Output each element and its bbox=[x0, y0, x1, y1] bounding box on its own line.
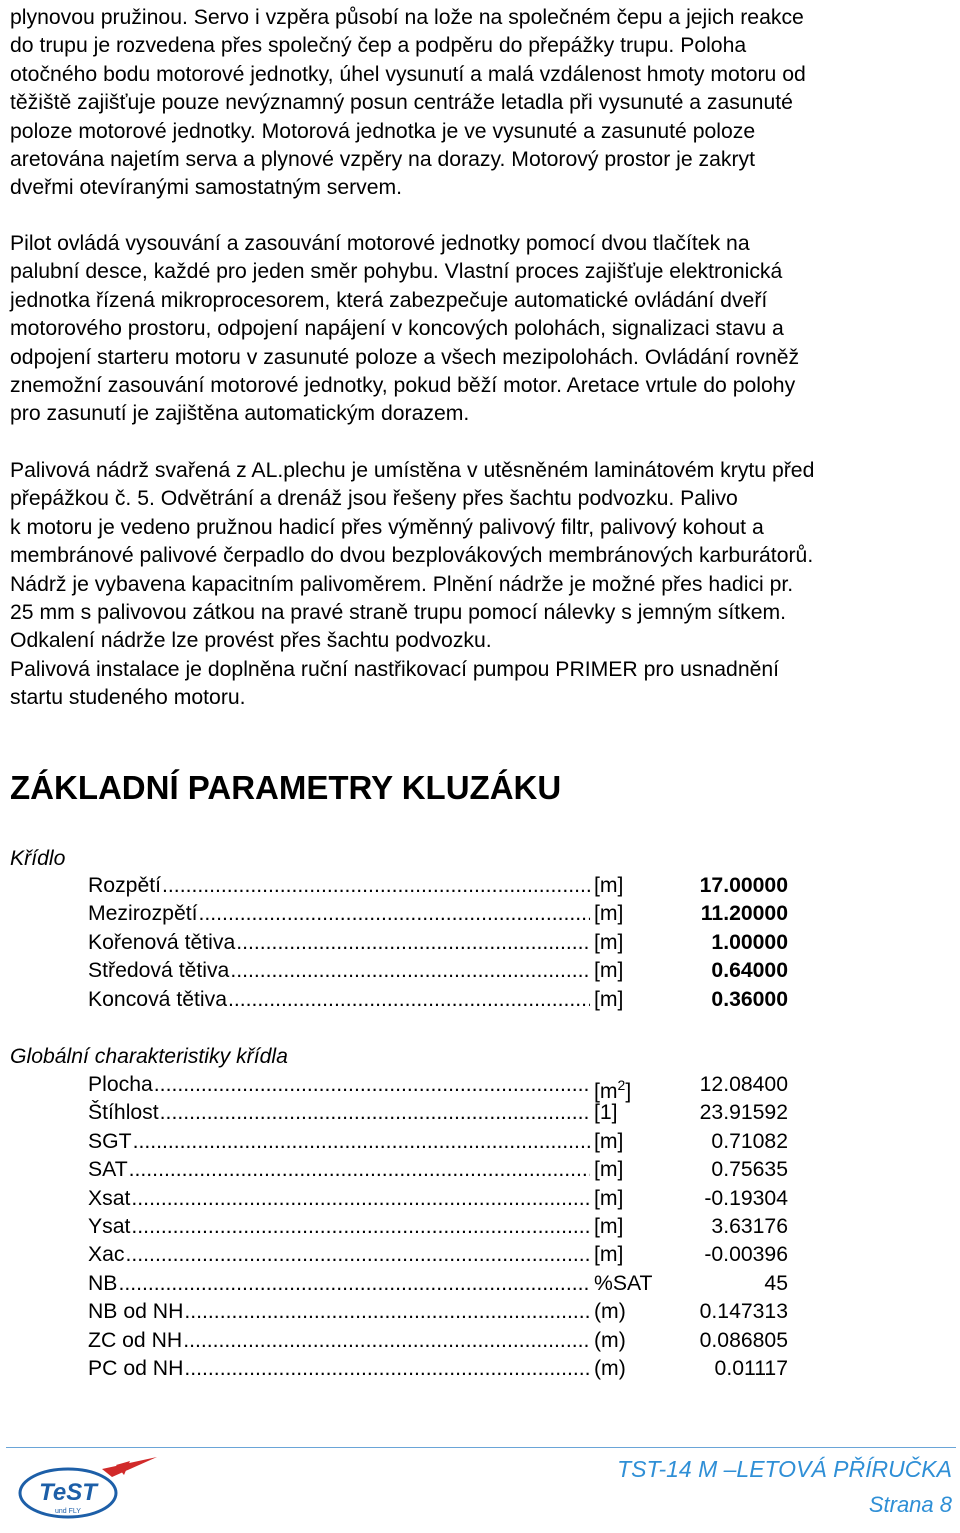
row-label bbox=[88, 1156, 590, 1184]
text-line: 25 mm s palivovou zátkou na pravé straně trupu pomocí nálevky s jemným sítkem. bbox=[10, 601, 787, 625]
table-row bbox=[88, 1099, 808, 1127]
param-name: Plocha bbox=[88, 1073, 153, 1096]
table-row bbox=[88, 1071, 808, 1104]
table-row bbox=[88, 1298, 808, 1326]
param-name: Mezirozpětí bbox=[88, 902, 198, 926]
param-name: Xsat bbox=[88, 1186, 131, 1210]
text-line: jednotka řízená mikroprocesorem, která zabezpečuje automatické ovládání dveří bbox=[10, 288, 768, 312]
row-label bbox=[88, 1185, 590, 1213]
text-line: aretována najetím serva a plynové vzpěry na dorazy. Motorový prostor je zakryt bbox=[10, 148, 756, 172]
param-unit: [m] bbox=[594, 902, 624, 926]
text-line: palubní desce, každé pro jeden směr pohybu. Vlastní proces zajišťuje elektronická bbox=[10, 260, 783, 284]
text-line: Palivová nádrž svařená z AL.plechu je umístěna v utěsněném laminátovém krytu před bbox=[10, 459, 815, 482]
unit-text: [m bbox=[594, 1080, 618, 1104]
param-value: 0.75635 bbox=[711, 1158, 788, 1182]
param-value: 0.64000 bbox=[711, 959, 788, 983]
paragraph-3 bbox=[10, 457, 955, 713]
table-row bbox=[88, 1270, 808, 1298]
text-line: do trupu je rozvedena přes společný čep a podpěru do přepážky trupu. Poloha bbox=[10, 34, 747, 58]
table-row bbox=[88, 900, 808, 928]
text-line: Odkalení nádrže lze provést přes šachtu podvozku. bbox=[10, 629, 492, 653]
logo-text: TeST bbox=[39, 1479, 97, 1506]
param-unit: [m] bbox=[594, 874, 624, 897]
param-name: Štíhlost bbox=[88, 1101, 159, 1125]
text-line: motorového prostoru, odpojení napájení v koncových polohách, signalizaci stavu a bbox=[10, 317, 784, 341]
text-line: plynovou pružinou. Servo i vzpěra působí na lože na společném čepu a jejich reakce bbox=[10, 6, 804, 29]
text-line: membránové palivové čerpadlo do dvou bezplovákových membránových karburátorů. bbox=[10, 544, 814, 568]
table-row bbox=[88, 929, 808, 957]
param-value: 0.71082 bbox=[711, 1129, 788, 1153]
paragraph-1 bbox=[10, 4, 955, 203]
text-line: odpojení starteru motoru v zasunuté poloze a všech mezipolohách. Ovládání rovněž bbox=[10, 345, 800, 369]
param-value: -0.19304 bbox=[704, 1186, 788, 1210]
table-row bbox=[88, 1156, 808, 1184]
footer-title: TST-14 M –LETOVÁ PŘÍRUČKA bbox=[617, 1456, 952, 1482]
row-label bbox=[88, 1099, 590, 1127]
text-line: dveřmi otevíranými samostatným servem. bbox=[10, 176, 403, 200]
row-label bbox=[88, 1128, 590, 1156]
param-unit: [m] bbox=[594, 1158, 624, 1182]
table-row bbox=[88, 1213, 808, 1241]
text-line: startu studeného motoru. bbox=[10, 686, 246, 710]
logo-subtext: und FLY bbox=[55, 1508, 81, 1515]
param-unit: (m) bbox=[594, 1328, 626, 1352]
logo-plane-wing bbox=[102, 1457, 157, 1477]
param-name: NB od NH bbox=[88, 1300, 184, 1324]
text-line: pro zasunutí je zajištěna automatickým dorazem. bbox=[10, 402, 470, 426]
footer-divider bbox=[6, 1447, 956, 1448]
param-unit: [m] bbox=[594, 1129, 624, 1153]
param-value: 45 bbox=[764, 1271, 788, 1295]
param-value: 12.08400 bbox=[699, 1073, 788, 1096]
text-line: Palivová instalace je doplněna ruční nastřikovací pumpou PRIMER pro usnadnění bbox=[10, 657, 780, 681]
row-label bbox=[88, 1355, 590, 1383]
param-value: 0.086805 bbox=[699, 1328, 788, 1352]
table-row bbox=[88, 1327, 808, 1355]
test-logo bbox=[12, 1455, 162, 1525]
param-unit: [m] bbox=[594, 959, 624, 983]
row-label bbox=[88, 900, 590, 928]
param-unit: [m] bbox=[594, 1186, 624, 1210]
global-subheading: Globální charakteristiky křídla bbox=[10, 1045, 288, 1068]
param-value: 0.01117 bbox=[714, 1356, 788, 1380]
param-name: Xac bbox=[88, 1243, 125, 1267]
param-unit: [m] bbox=[594, 987, 624, 1011]
param-value: 3.63176 bbox=[711, 1214, 788, 1238]
param-value: 0.147313 bbox=[699, 1300, 788, 1324]
text-line: znemožní zasouvání motorové jednotky, pokud běží motor. Aretace vrtule do polohy bbox=[10, 374, 796, 398]
unit-exponent: 2 bbox=[617, 1077, 626, 1093]
param-name: Středová tětiva bbox=[88, 959, 230, 983]
page-number: Strana 8 bbox=[868, 1492, 952, 1517]
text-line: Nádrž je vybavena kapacitním palivoměrem. Plnění nádrže je možné přes hadici pr. bbox=[10, 572, 794, 596]
global-parameters-table bbox=[88, 1071, 808, 1383]
section-heading: ZÁKLADNÍ PARAMETRY KLUZÁKU bbox=[10, 769, 562, 806]
table-row bbox=[88, 1355, 808, 1383]
table-row bbox=[88, 957, 808, 985]
wing-subheading: Křídlo bbox=[10, 847, 66, 870]
row-label bbox=[88, 1213, 590, 1241]
row-label bbox=[88, 872, 590, 900]
row-label bbox=[88, 1298, 590, 1326]
text-line: otočného bodu motorové jednotky, úhel vysunutí a malá vzdálenost hmoty motoru od bbox=[10, 62, 806, 86]
text-line: k motoru je vedeno pružnou hadicí přes výměnný palivový filtr, palivový kohout a bbox=[10, 515, 764, 539]
param-unit: (m) bbox=[594, 1300, 626, 1324]
param-value: 23.91592 bbox=[699, 1101, 788, 1125]
param-unit: [m] bbox=[594, 930, 624, 954]
text-line: Pilot ovládá vysouvání a zasouvání motorové jednotky pomocí dvou tlačítek na bbox=[10, 232, 750, 255]
text-line: poloze motorové jednotky. Motorová jednotka je ve vysunuté a zasunuté poloze bbox=[10, 119, 756, 143]
param-unit: %SAT bbox=[594, 1271, 653, 1295]
param-name: Kořenová tětiva bbox=[88, 930, 236, 954]
param-name: ZC od NH bbox=[88, 1328, 183, 1352]
text-line: těžiště zajišťuje pouze nevýznamný posun centráže letadla při vysunuté a zasunuté bbox=[10, 91, 793, 115]
param-name: Koncová tětiva bbox=[88, 987, 227, 1011]
param-value: 0.36000 bbox=[711, 987, 788, 1011]
param-value: 11.20000 bbox=[700, 902, 788, 926]
param-name: SGT bbox=[88, 1129, 132, 1153]
unit-bracket: ] bbox=[625, 1080, 632, 1104]
param-name: Rozpětí bbox=[88, 874, 162, 897]
row-label bbox=[88, 957, 590, 985]
param-unit: [m] bbox=[594, 1214, 624, 1238]
text-line: přepážkou č. 5. Odvětrání a drenáž jsou řešeny přes šachtu podvozku. Palivo bbox=[10, 487, 738, 511]
param-unit: [m] bbox=[594, 1243, 624, 1267]
param-unit: (m) bbox=[594, 1356, 626, 1380]
row-label bbox=[88, 1327, 590, 1355]
row-label bbox=[88, 1270, 590, 1298]
table-row bbox=[88, 1128, 808, 1156]
row-label bbox=[88, 1241, 590, 1269]
param-value: 1.00000 bbox=[711, 930, 788, 954]
wing-parameters-table bbox=[88, 872, 808, 1014]
table-row bbox=[88, 1185, 808, 1213]
param-value: 17.00000 bbox=[699, 874, 788, 897]
row-label bbox=[88, 986, 590, 1014]
param-name: PC od NH bbox=[88, 1356, 184, 1380]
param-name: NB bbox=[88, 1271, 118, 1295]
param-value: -0.00396 bbox=[704, 1243, 788, 1267]
table-row bbox=[88, 872, 808, 900]
param-name: Ysat bbox=[88, 1214, 131, 1238]
table-row bbox=[88, 1241, 808, 1269]
paragraph-2 bbox=[10, 230, 955, 429]
row-label bbox=[88, 1071, 590, 1099]
param-name: SAT bbox=[88, 1158, 128, 1182]
row-label bbox=[88, 929, 590, 957]
param-unit: [1] bbox=[594, 1101, 618, 1125]
table-row bbox=[88, 986, 808, 1014]
